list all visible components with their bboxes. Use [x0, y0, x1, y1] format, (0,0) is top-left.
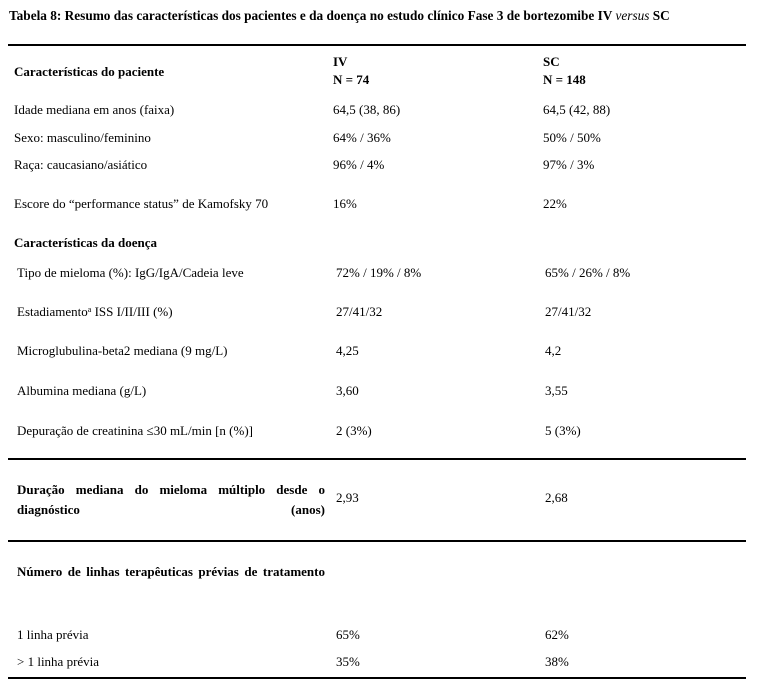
- row-beta2-sc: 4,2: [545, 343, 562, 358]
- duration-sc: 2,68: [545, 490, 568, 505]
- duration-iv: 2,93: [336, 490, 359, 505]
- row-myeloma-type-sc: 65% / 26% / 8%: [545, 265, 631, 280]
- row-more-lines-label: > 1 linha prévia: [17, 654, 100, 669]
- row-race-sc: 97% / 3%: [543, 157, 595, 172]
- row-beta2-label: Microglubulina-beta2 mediana (9 mg/L): [17, 343, 228, 358]
- iss-stage-footnote-mark: a: [87, 305, 92, 314]
- row-beta2-iv: 4,25: [336, 343, 359, 358]
- caption-end: SC: [652, 8, 670, 23]
- table-top-rule: [8, 44, 746, 46]
- row-creatinine-sc: 5 (3%): [545, 423, 581, 438]
- row-sex-sc: 50% / 50%: [543, 130, 601, 145]
- iss-stage-label-pre: Estadiamento: [17, 304, 88, 319]
- duration-label: Duração mediana do mieloma múltiplo desde o diagnóstico (anos): [17, 482, 325, 517]
- row-karnofsky-label: Escore do “performance status” de Kamofsky 70: [14, 196, 269, 211]
- rule-before-lines: [8, 540, 746, 542]
- row-sex-iv: 64% / 36%: [333, 130, 391, 145]
- table-caption: [9, 8, 754, 24]
- row-myeloma-type-label: Tipo de mieloma (%): IgG/IgA/Cadeia leve: [17, 265, 244, 280]
- row-one-line-sc: 62%: [545, 627, 569, 642]
- row-age-sc: 64,5 (42, 88): [543, 102, 611, 117]
- row-more-lines-iv: 35%: [336, 654, 360, 669]
- row-race-label: Raça: caucasiano/asiático: [14, 157, 148, 172]
- row-albumin-iv: 3,60: [336, 383, 359, 398]
- row-karnofsky-iv: 16%: [333, 196, 357, 211]
- row-iss-stage-sc: 27/41/32: [545, 304, 592, 319]
- row-albumin-label: Albumina mediana (g/L): [17, 383, 147, 398]
- row-iss-stage-iv: 27/41/32: [336, 304, 383, 319]
- row-creatinine-label: Depuração de creatinina ≤30 mL/min [n (%)]: [17, 423, 253, 438]
- caption-italic: versus: [615, 8, 650, 23]
- header-sc-label: SC: [543, 54, 560, 69]
- row-age-label: Idade mediana em anos (faixa): [14, 102, 175, 117]
- header-iv-label: IV: [333, 54, 348, 69]
- rule-before-duration: [8, 458, 746, 460]
- row-one-line-iv: 65%: [336, 627, 360, 642]
- iss-stage-label-post: ISS I/II/III (%): [91, 304, 173, 319]
- row-race-iv: 96% / 4%: [333, 157, 385, 172]
- row-one-line-label: 1 linha prévia: [17, 627, 89, 642]
- header-patient-characteristics: Características do paciente: [14, 64, 165, 79]
- row-iss-stage-label: [17, 304, 173, 320]
- header-iv-n: N = 74: [333, 72, 370, 87]
- row-age-iv: 64,5 (38, 86): [333, 102, 401, 117]
- row-albumin-sc: 3,55: [545, 383, 568, 398]
- row-sex-label: Sexo: masculino/feminino: [14, 130, 151, 145]
- caption-main: Tabela 8: Resumo das características dos pacientes e da doença no estudo clínico Fase 3 de bortezomibe IV: [9, 8, 613, 23]
- row-karnofsky-sc: 22%: [543, 196, 567, 211]
- disease-heading: Características da doença: [14, 235, 157, 250]
- row-creatinine-iv: 2 (3%): [336, 423, 372, 438]
- row-more-lines-sc: 38%: [545, 654, 569, 669]
- prior-lines-label: Número de linhas terapêuticas prévias de tratamento: [17, 564, 325, 579]
- row-myeloma-type-iv: 72% / 19% / 8%: [336, 265, 422, 280]
- table-bottom-rule: [8, 677, 746, 679]
- header-sc-n: N = 148: [543, 72, 586, 87]
